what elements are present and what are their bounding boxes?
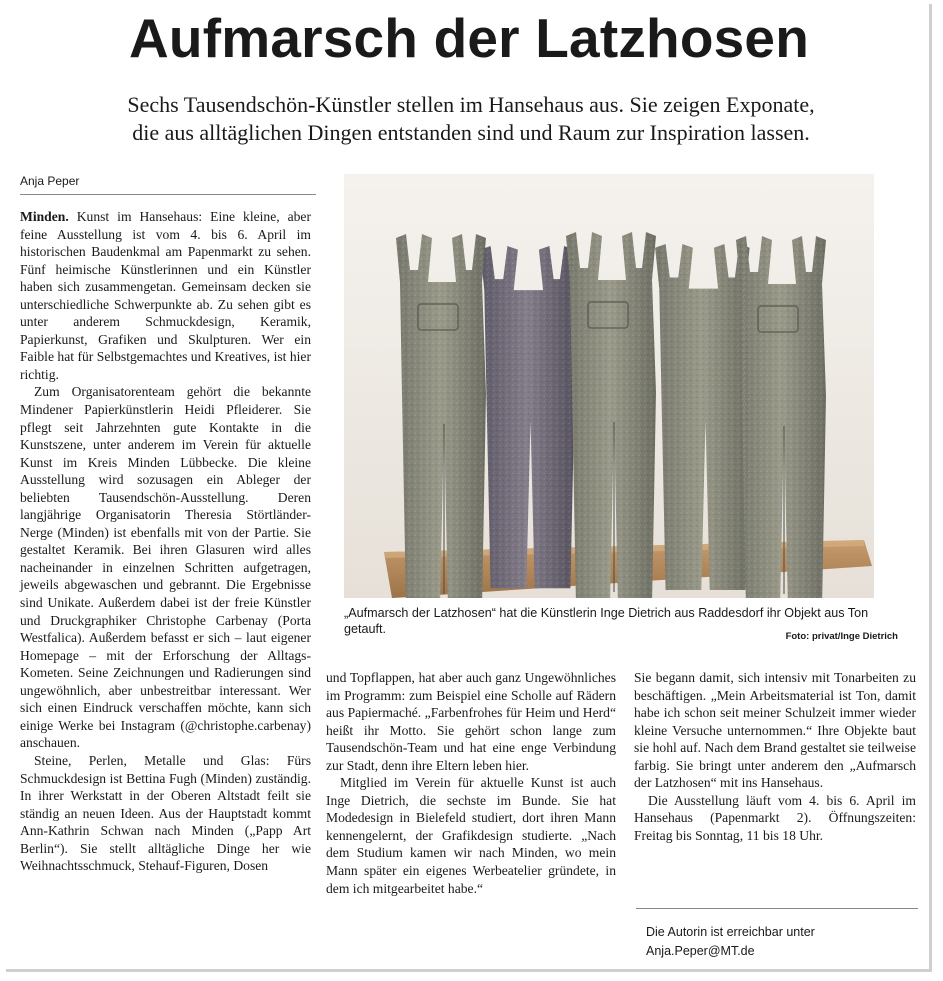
article-paragraph <box>634 669 916 792</box>
article-paragraph <box>20 208 311 383</box>
headline: Aufmarsch der Latzhosen <box>128 7 809 69</box>
article-paragraph <box>20 383 311 751</box>
article-paragraph <box>20 752 311 875</box>
sculpture-photo <box>344 174 874 598</box>
article-paragraph <box>634 792 916 845</box>
subheadline-line: die aus alltäglichen Dingen entstanden sind und Raum zur Inspiration lassen. <box>132 120 810 145</box>
article-paragraph <box>326 669 616 774</box>
contact-divider <box>636 908 918 909</box>
paragraph-lines: Sie begann damit, sich intensiv mit Tonarbeiten zu beschäftigen. „Mein Arbeitsmaterial ist Ton, damit habe ich schon seit meiner Schulzeit immer wieder kleine Versuche unternommen.“ Ihre Objekte baut sie hohl auf. Nach dem Brand gestaltet sie teilweise farbig. Sie bringt unter anderem den „Aufmarsch der Latzhosen“ mit ins Hansehaus. <box>634 670 916 791</box>
article-column-3 <box>634 669 916 844</box>
paragraph-lines: Die Ausstellung läuft vom 4. bis 6. April im Hansehaus (Papenmarkt 2). Öffnungszeiten: Freitag bis Sonntag, 11 bis 18 Uhr. <box>634 792 916 843</box>
paragraph-lines: Mitglied im Verein für aktuelle Kunst ist auch Inge Dietrich, die sechste im Bunde. Sie hat Modedesign in Bielefeld studiert, dort ihren Mann kennengelernt, der Grafikdesign studierte. „Nach dem Studium kamen wir nach Minden, wo mein Mann später ein eigenes Werbeatelier gründete, in dem ich mitgearbeitet habe.“ <box>326 775 616 896</box>
dateline: Minden. <box>20 209 69 224</box>
photo-caption: „Aufmarsch der Latzhosen“ hat die Künstlerin Inge Dietrich aus Raddesdorf ihr Objekt aus Ton getauft. <box>344 606 869 636</box>
contact-email[interactable]: Anja.Peper@MT.de <box>646 944 755 958</box>
article-column-1 <box>20 208 311 875</box>
newspaper-page <box>6 4 932 972</box>
article-column-2 <box>326 669 616 897</box>
contact-text: Die Autorin ist erreichbar unter <box>646 925 815 939</box>
paragraph-lines: und Topflappen, hat aber auch ganz Ungewöhnliches im Programm: zum Beispiel eine Scholle auf Rädern aus Papiermaché. „Farbenfrohes für Heim und Herd“ heißt ihr Motto. Sie gehört schon lange zum Tausendschön-Team und hat eine enge Verbindung zur Stadt, denn ihre Eltern leben hier. <box>326 670 616 773</box>
paragraph-lines: Kunst im Hansehaus: Eine kleine, aber feine Ausstellung ist vom 4. bis 6. April im historischen Baudenkmal am Papenmarkt zu sehen. Fünf heimische Künstlerinnen und ein Künstler haben sich zusammengetan. Gemeinsam decken sie unterschiedliche Schwerpunkte ab. Zu sehen gibt es unter anderem Schmuckdesign, Keramik, Papierkunst, Grafiken und Skulpturen. Wer ein Faible hat für Selbstgemachtes und Kreatives, ist hier richtig. <box>20 209 311 382</box>
paragraph-lines: Zum Organisatorenteam gehört die bekannte Mindener Papierkünstlerin Heidi Pfleiderer. Sie pflegt seit Jahrzehnten gute Kontakte in die Kunstszene, unter anderem im Verein für aktuelle Kunst im Kreis Minden Lübbecke. Die kleine Ausstellung wird sozusagen ein Ableger der beliebten Tausendschön-Ausstellung. Deren langjährige Organisatorin Theresia Störtländer- Nerge (Minden) ist ebenfalls mit von der Partie. Sie gestaltet Keramik. Bei ihren Glasuren wird alles nacheinander in einzelnen Schritten aufgetragen, jeweils abgewaschen und gebrannt. Die Ergebnisse sind Unikate. Außerdem dabei ist der freie Künstler und Druckgraphiker Christophe Carbenay (Porta Westfalica). Außerdem befasst er sich – laut eigener Homepage – mit der Erforschung der Alltags-Kometen. Seine Zeichnungen und Radierungen sind ungewöhnlich, aber unbestreitbar interessant. Wer sich einen Eindruck verschaffen möchte, kann sich einige Werke bei Instagram (@christophe.carbenay) anschauen. <box>20 384 311 751</box>
photo-credit: Foto: privat/Inge Dietrich <box>785 631 898 642</box>
author-contact <box>646 923 916 961</box>
paragraph-lines: Steine, Perlen, Metalle und Glas: Fürs Schmuckdesign ist Bettina Fugh (Minden) zuständig. In ihrer Werkstatt in der Oberen Altstadt feilt sie ständig an neuen Ideen. Aus der Hauptstadt kommt Ann-Kathrin Schwan nach Minden („Papp Art Berlin“). Sie stellt alltägliche Dinge her wie Weihnachtsschmuck, Stehauf-Figuren, Dosen <box>20 752 311 874</box>
author-byline: Anja Peper <box>20 174 316 195</box>
latzhosen-sculpture-image <box>344 174 874 598</box>
article-paragraph <box>326 774 616 897</box>
subheadline <box>26 91 916 147</box>
subheadline-line: Sechs Tausendschön-Künstler stellen im Hansehaus aus. Sie zeigen Exponate, <box>127 92 815 117</box>
